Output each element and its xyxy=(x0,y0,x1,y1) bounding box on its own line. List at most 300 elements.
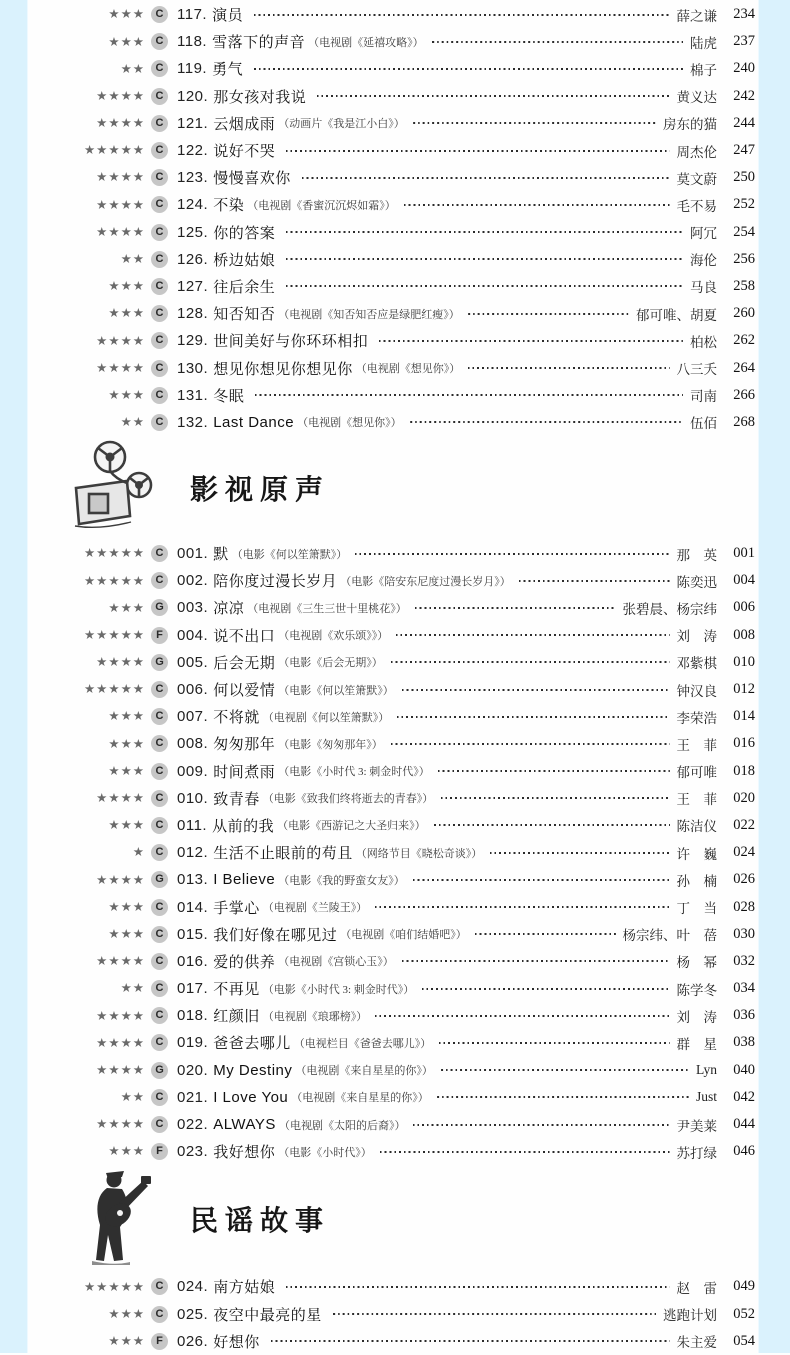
difficulty-stars: ★★★ xyxy=(108,736,145,751)
song-title: 我好想你 xyxy=(213,1144,276,1162)
dotted-leader xyxy=(490,852,669,854)
key-badge: C xyxy=(151,708,168,725)
artist-name: 孙 楠 xyxy=(676,873,717,889)
song-source-note: （电影《匆匆那年》） xyxy=(278,738,383,751)
song-title: 桥边姑娘 xyxy=(213,251,276,269)
key-badge: C xyxy=(151,169,168,186)
song-number: 015. xyxy=(177,925,209,943)
page-number: 028 xyxy=(733,898,755,915)
song-row xyxy=(40,28,755,55)
artist-name: 周杰伦 xyxy=(676,144,717,160)
song-title: 那女孩对我说 xyxy=(213,88,307,106)
song-row xyxy=(40,812,755,839)
song-title: 从前的我 xyxy=(212,817,275,835)
key-badge: C xyxy=(151,1116,168,1133)
song-row xyxy=(40,948,755,975)
song-title: 说不出口 xyxy=(213,627,276,645)
dotted-leader xyxy=(434,824,670,826)
difficulty-stars: ★★★ xyxy=(108,1144,145,1159)
song-title: 我们好像在哪见过 xyxy=(213,926,338,944)
artist-name: 毛不易 xyxy=(676,198,717,214)
song-source-note: （电视剧《欢乐颂》》） xyxy=(278,630,389,643)
section-title: 民谣故事 xyxy=(190,1206,331,1238)
page-number: 016 xyxy=(733,735,755,752)
song-number: 122. xyxy=(177,142,209,160)
page-number: 256 xyxy=(733,250,755,267)
page-number: 024 xyxy=(733,844,755,861)
song-number: 117. xyxy=(177,6,208,24)
song-source-note: （电影《我的野蛮女友》） xyxy=(278,874,405,887)
song-source-note: （电影《西游记之大圣归来》） xyxy=(277,820,426,833)
dotted-leader xyxy=(441,1069,689,1071)
page-number: 044 xyxy=(733,1116,755,1133)
dotted-leader xyxy=(302,177,670,179)
artist-name: 刘 涛 xyxy=(676,1009,717,1025)
dotted-leader xyxy=(422,988,669,990)
song-source-note: （电视剧《延禧攻略》） xyxy=(308,36,424,49)
song-title: 慢慢喜欢你 xyxy=(213,170,291,188)
key-badge: C xyxy=(151,1306,168,1323)
artist-name: 王 菲 xyxy=(676,737,717,753)
guitarist-icon xyxy=(78,1167,156,1272)
artist-name: 郁可唯 xyxy=(676,765,717,781)
dotted-leader xyxy=(402,960,670,962)
page-number: 030 xyxy=(733,925,755,942)
page-number: 247 xyxy=(733,142,755,159)
difficulty-stars: ★★★★ xyxy=(96,1117,145,1132)
song-source-note: （电视剧《宫锁心玉》） xyxy=(278,956,394,969)
dotted-leader xyxy=(271,1340,670,1342)
page-number: 012 xyxy=(733,681,755,698)
page-number: 264 xyxy=(733,359,755,376)
song-source-note: （电视剧《咱们结婚吧》） xyxy=(340,929,467,942)
song-number: 126. xyxy=(177,250,209,268)
key-badge: C xyxy=(151,196,168,213)
artist-name: 李荣浩 xyxy=(676,710,717,726)
song-row xyxy=(40,164,755,191)
difficulty-stars: ★★★★ xyxy=(96,88,145,103)
song-title: 手掌心 xyxy=(213,899,260,917)
key-badge: C xyxy=(151,224,168,241)
song-number: 123. xyxy=(177,169,209,187)
song-number: 003. xyxy=(177,599,209,617)
song-source-note: （电影《小时代》） xyxy=(278,1146,372,1159)
song-number: 006. xyxy=(177,681,209,699)
song-number: 125. xyxy=(177,223,209,241)
song-number: 008. xyxy=(177,735,209,753)
dotted-leader xyxy=(475,933,616,935)
song-row xyxy=(40,540,755,567)
artist-name: 棉子 xyxy=(690,62,717,78)
dotted-leader xyxy=(439,1042,669,1044)
section-rows xyxy=(40,1273,755,1355)
toc-page xyxy=(40,1,755,1355)
song-title: 不将就 xyxy=(213,709,260,727)
dotted-leader xyxy=(286,285,683,287)
song-number: 010. xyxy=(177,789,209,807)
dotted-leader xyxy=(317,95,669,97)
song-row xyxy=(40,382,755,409)
artist-name: 司南 xyxy=(690,389,717,405)
song-title: 红颜旧 xyxy=(213,1008,260,1026)
key-badge: C xyxy=(151,6,168,23)
difficulty-stars: ★★★ xyxy=(108,763,145,778)
dotted-leader xyxy=(286,1286,669,1288)
difficulty-stars: ★★★★ xyxy=(96,1062,145,1077)
artist-name: 阿冗 xyxy=(690,226,717,242)
difficulty-stars: ★★★★ xyxy=(96,197,145,212)
key-badge: C xyxy=(151,926,168,943)
difficulty-stars: ★★★★ xyxy=(96,170,145,185)
page-edge-left xyxy=(0,0,28,1353)
song-source-note: （电视剧《来自星星的你》） xyxy=(291,1092,429,1105)
dotted-leader xyxy=(396,634,669,636)
artist-name: 薛之谦 xyxy=(676,8,717,24)
page-number: 034 xyxy=(733,980,755,997)
song-title: I Love You xyxy=(213,1088,289,1106)
song-number: 132. xyxy=(177,413,209,431)
artist-name: 刘 涛 xyxy=(676,629,717,645)
song-number: 131. xyxy=(177,386,209,404)
song-number: 020. xyxy=(177,1061,209,1079)
dotted-leader xyxy=(404,204,670,206)
dotted-leader xyxy=(254,68,683,70)
song-row xyxy=(40,354,755,381)
toc-section xyxy=(40,1165,755,1355)
difficulty-stars: ★★★ xyxy=(108,818,145,833)
difficulty-stars: ★★★★★ xyxy=(83,143,145,158)
song-row xyxy=(40,110,755,137)
dotted-leader xyxy=(415,607,616,609)
song-title: 你的答案 xyxy=(213,224,276,242)
page-number: 234 xyxy=(733,6,755,23)
page-number: 254 xyxy=(733,223,755,240)
page-number: 268 xyxy=(733,413,755,430)
artist-name: Lyn xyxy=(695,1062,717,1078)
artist-name: 尹美莱 xyxy=(676,1118,717,1134)
song-source-note: （网络节目《晓松奇谈》） xyxy=(355,847,483,860)
difficulty-stars: ★★★★ xyxy=(96,360,145,375)
difficulty-stars: ★★ xyxy=(120,61,145,76)
dotted-leader xyxy=(286,258,683,260)
toc-sections xyxy=(40,1,755,1355)
song-row xyxy=(40,622,755,649)
dotted-leader xyxy=(375,1015,669,1017)
difficulty-stars: ★★★ xyxy=(108,387,145,402)
song-source-note: （电影《陪安东尼度过漫长岁月》） xyxy=(340,575,511,588)
dotted-leader xyxy=(255,394,683,396)
song-number: 004. xyxy=(177,626,209,644)
song-number: 121. xyxy=(177,114,209,132)
song-source-note: （电视剧《来自星星的你》） xyxy=(295,1065,433,1078)
song-title: Last Dance xyxy=(213,413,295,431)
song-row xyxy=(40,649,755,676)
song-title: 陪你度过漫长岁月 xyxy=(213,573,338,591)
key-badge: C xyxy=(151,1034,168,1051)
dotted-leader xyxy=(379,340,683,342)
key-badge: F xyxy=(151,627,168,644)
dotted-leader xyxy=(333,1313,656,1315)
song-row xyxy=(40,1273,755,1300)
page-number: 022 xyxy=(733,816,755,833)
song-number: 118. xyxy=(177,33,208,51)
artist-name: 陈洁仪 xyxy=(676,819,717,835)
artist-name: 丁 当 xyxy=(676,901,717,917)
song-row xyxy=(40,137,755,164)
song-title: 不染 xyxy=(213,197,245,215)
difficulty-stars: ★★★ xyxy=(108,1334,145,1349)
song-title: 爱的供养 xyxy=(213,953,276,971)
dotted-leader xyxy=(254,14,669,16)
section-title: 影视原声 xyxy=(190,475,331,506)
difficulty-stars: ★★★ xyxy=(108,1306,145,1321)
difficulty-stars: ★★★★ xyxy=(96,954,145,969)
artist-name: 杨宗纬、叶 蓓 xyxy=(622,928,717,944)
song-source-note: （电影《何以笙箫默》） xyxy=(278,684,394,697)
song-number: 127. xyxy=(177,277,209,295)
song-source-note: （电视剧《香蜜沉沉烬如霜》） xyxy=(247,199,396,212)
song-number: 013. xyxy=(177,871,209,889)
difficulty-stars: ★★★ xyxy=(108,899,145,914)
song-title: 凉凉 xyxy=(213,600,245,618)
artist-name: 逃跑计划 xyxy=(663,1308,717,1324)
key-badge: C xyxy=(151,899,168,916)
song-row xyxy=(40,785,755,812)
artist-name: 张碧晨、杨宗纬 xyxy=(622,601,717,617)
dotted-leader xyxy=(413,1124,669,1126)
song-row xyxy=(40,191,755,218)
difficulty-stars: ★★★★ xyxy=(96,333,145,348)
key-badge: C xyxy=(151,332,168,349)
key-badge: C xyxy=(151,387,168,404)
dotted-leader xyxy=(413,879,670,881)
song-number: 129. xyxy=(177,332,209,350)
song-row xyxy=(40,1084,755,1111)
artist-name: 邓紫棋 xyxy=(676,656,717,672)
song-row xyxy=(40,83,755,110)
key-badge: C xyxy=(151,360,168,377)
song-number: 019. xyxy=(177,1034,209,1052)
artist-name: 赵 雷 xyxy=(676,1280,717,1296)
key-badge: C xyxy=(151,817,168,834)
page-number: 258 xyxy=(733,277,755,294)
song-title: My Destiny xyxy=(213,1061,293,1079)
key-badge: C xyxy=(151,88,168,105)
dotted-leader xyxy=(441,797,669,799)
song-row xyxy=(40,1138,755,1165)
page-number: 004 xyxy=(733,572,755,589)
artist-name: 王 菲 xyxy=(676,792,717,808)
page-number: 040 xyxy=(733,1061,755,1078)
artist-name: 柏松 xyxy=(690,334,717,350)
song-row xyxy=(40,758,755,785)
song-number: 128. xyxy=(177,305,209,323)
song-number: 011. xyxy=(177,816,208,834)
key-badge: G xyxy=(151,654,168,671)
song-row xyxy=(40,1,755,28)
artist-name: 莫文蔚 xyxy=(676,171,717,187)
key-badge: C xyxy=(151,763,168,780)
page-number: 046 xyxy=(733,1143,755,1160)
key-badge: C xyxy=(151,1278,168,1295)
key-badge: C xyxy=(151,844,168,861)
song-row xyxy=(40,1057,755,1084)
song-title: 想见你想见你想见你 xyxy=(213,360,353,378)
song-source-note: （电视剧《琅琊榜》） xyxy=(262,1010,368,1023)
song-title: 默 xyxy=(213,546,229,564)
song-row xyxy=(40,703,755,730)
song-number: 002. xyxy=(177,572,209,590)
key-badge: C xyxy=(151,305,168,322)
key-badge: C xyxy=(151,790,168,807)
song-row xyxy=(40,1111,755,1138)
song-source-note: （电影《小时代 3: 刺金时代》） xyxy=(262,983,415,996)
song-title: 雪落下的声音 xyxy=(212,34,306,52)
key-badge: C xyxy=(151,33,168,50)
dotted-leader xyxy=(391,743,670,745)
difficulty-stars: ★★ xyxy=(120,981,145,996)
page-number: 260 xyxy=(733,305,755,322)
key-badge: G xyxy=(151,871,168,888)
artist-name: 陈奕迅 xyxy=(676,574,717,590)
artist-name: 海伦 xyxy=(690,253,717,269)
page-number: 038 xyxy=(733,1034,755,1051)
song-title: 说好不哭 xyxy=(213,143,276,161)
song-row xyxy=(40,1328,755,1355)
artist-name: 杨 幂 xyxy=(676,955,717,971)
song-source-note: （动画片《我是江小白》） xyxy=(278,118,405,131)
song-source-note: （电视剧《想见你》） xyxy=(355,363,461,376)
song-row xyxy=(40,594,755,621)
song-number: 120. xyxy=(177,87,209,105)
dotted-leader xyxy=(432,41,683,43)
song-title: 世间美好与你环环相扣 xyxy=(213,333,369,351)
page-number: 036 xyxy=(733,1007,755,1024)
song-source-note: （电影《致我们终将逝去的青春》） xyxy=(262,793,434,806)
difficulty-stars: ★★★ xyxy=(108,7,145,22)
artist-name: 陈学冬 xyxy=(676,982,717,998)
page-number: 026 xyxy=(733,871,755,888)
page-number: 020 xyxy=(733,789,755,806)
key-badge: C xyxy=(151,980,168,997)
song-number: 022. xyxy=(177,1116,209,1134)
dotted-leader xyxy=(397,716,669,718)
song-row xyxy=(40,676,755,703)
artist-name: 那 英 xyxy=(676,547,717,563)
song-title: 不再见 xyxy=(213,981,260,999)
song-row xyxy=(40,1029,755,1056)
song-title: 南方姑娘 xyxy=(213,1279,276,1297)
difficulty-stars: ★★★★★ xyxy=(83,627,145,642)
artist-name: 群 星 xyxy=(676,1036,717,1052)
difficulty-stars: ★★★ xyxy=(108,600,145,615)
song-title: 云烟成雨 xyxy=(213,115,276,133)
difficulty-stars: ★★★★ xyxy=(96,791,145,806)
song-source-note: （电视剧《知否知否应是绿肥红瘦》） xyxy=(278,308,460,321)
difficulty-stars: ★ xyxy=(132,845,145,860)
song-title: 何以爱情 xyxy=(213,682,276,700)
difficulty-stars: ★★★★ xyxy=(96,872,145,887)
dotted-leader xyxy=(410,421,683,423)
key-badge: C xyxy=(151,1007,168,1024)
difficulty-stars: ★★★ xyxy=(108,926,145,941)
dotted-leader xyxy=(391,661,670,663)
key-badge: C xyxy=(151,681,168,698)
song-source-note: （电视剧《太阳的后裔》） xyxy=(278,1119,406,1132)
song-number: 005. xyxy=(177,653,209,671)
page-number: 244 xyxy=(733,114,755,131)
key-badge: C xyxy=(151,953,168,970)
difficulty-stars: ★★★★ xyxy=(96,655,145,670)
artist-name: Just xyxy=(695,1089,717,1105)
dotted-leader xyxy=(468,313,629,315)
page-number: 006 xyxy=(733,599,755,616)
song-title: 勇气 xyxy=(212,61,244,79)
song-row xyxy=(40,893,755,920)
song-number: 014. xyxy=(177,898,209,916)
section-icon-wrap xyxy=(62,438,172,539)
page-number: 252 xyxy=(733,196,755,213)
song-row xyxy=(40,567,755,594)
song-title: I Believe xyxy=(213,871,276,889)
song-row xyxy=(40,1002,755,1029)
key-badge: C xyxy=(151,142,168,159)
artist-name: 许 巍 xyxy=(676,846,717,862)
song-row xyxy=(40,327,755,354)
song-number: 021. xyxy=(177,1088,209,1106)
page-number: 242 xyxy=(733,87,755,104)
artist-name: 郁可唯、胡夏 xyxy=(636,307,717,323)
difficulty-stars: ★★★★ xyxy=(96,224,145,239)
section-header xyxy=(40,436,755,540)
song-row xyxy=(40,300,755,327)
song-source-note: （电视剧《何以笙箫默》） xyxy=(262,711,390,724)
song-number: 024. xyxy=(177,1278,209,1296)
section-rows xyxy=(40,540,755,1165)
toc-section xyxy=(40,1,755,436)
song-title: 夜空中最亮的星 xyxy=(213,1306,322,1324)
song-number: 016. xyxy=(177,952,209,970)
difficulty-stars: ★★★ xyxy=(108,279,145,294)
song-title: 知否知否 xyxy=(213,306,276,324)
dotted-leader xyxy=(286,150,669,152)
page-edge-right xyxy=(758,0,790,1353)
song-number: 001. xyxy=(177,545,209,563)
dotted-leader xyxy=(355,553,669,555)
artist-name: 钟汉良 xyxy=(676,683,717,699)
dotted-leader xyxy=(380,1151,670,1153)
key-badge: F xyxy=(151,1143,168,1160)
song-row xyxy=(40,866,755,893)
key-badge: C xyxy=(151,278,168,295)
difficulty-stars: ★★★ xyxy=(108,306,145,321)
dotted-leader xyxy=(437,1096,689,1098)
page-number: 049 xyxy=(733,1278,755,1295)
song-title: 时间煮雨 xyxy=(213,763,276,781)
page-number: 054 xyxy=(733,1332,755,1349)
key-badge: G xyxy=(151,599,168,616)
page-number: 010 xyxy=(733,653,755,670)
difficulty-stars: ★★ xyxy=(120,252,145,267)
film-projector-icon xyxy=(69,438,165,539)
song-source-note: （电视剧《兰陵王》） xyxy=(262,902,368,915)
artist-name: 房东的猫 xyxy=(663,117,717,133)
artist-name: 朱主爱 xyxy=(676,1335,717,1351)
difficulty-stars: ★★★ xyxy=(108,34,145,49)
song-row xyxy=(40,839,755,866)
song-title: 往后余生 xyxy=(213,278,276,296)
song-number: 017. xyxy=(177,980,209,998)
